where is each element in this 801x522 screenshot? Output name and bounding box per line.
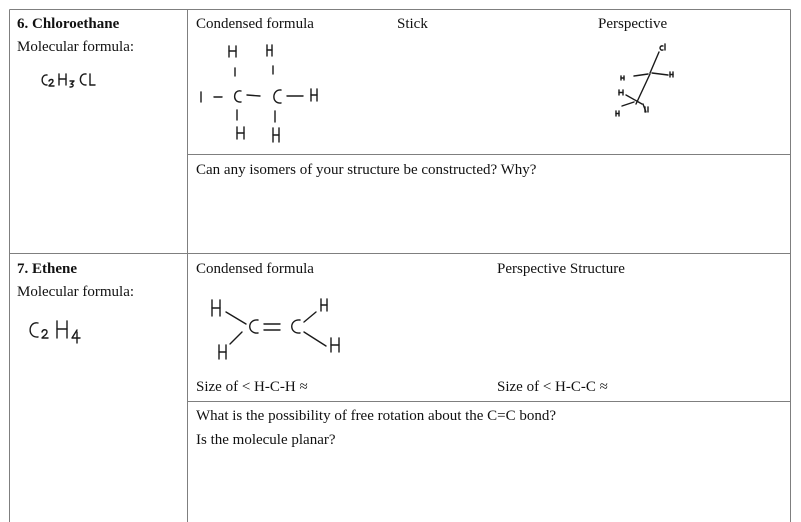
problem7-handwritten-formula [24, 318, 94, 348]
problem6-header-stick: Stick [397, 16, 428, 32]
problem6-handwritten-formula [38, 70, 108, 94]
chloroethane-condensed-sketch [195, 40, 330, 148]
problem7-size-hcc: Size of < H-C-C ≈ [497, 379, 608, 395]
problem7-header-condensed: Condensed formula [196, 261, 314, 277]
problem7-question-rotation: What is the possibility of free rotation about the C=C bond? [196, 408, 557, 424]
problem6-molecular-formula-label: Molecular formula: [17, 39, 135, 55]
problem7-molecular-formula-label: Molecular formula: [17, 284, 135, 300]
problem7-question-planar: Is the molecule planar? [196, 432, 336, 448]
ethene-condensed-sketch [200, 292, 350, 364]
problem6-question: Can any isomers of your structure be constructed? Why? [196, 162, 537, 178]
problem6-header-perspective: Perspective [598, 16, 668, 32]
problem6-header-condensed: Condensed formula [196, 16, 314, 32]
problem7-header-perspective: Perspective Structure [497, 261, 625, 277]
problem7-size-hch: Size of < H-C-H ≈ [196, 379, 308, 395]
chloroethane-perspective-sketch [610, 38, 690, 120]
problem6-title: 6. Chloroethane [17, 16, 120, 32]
problem7-title: 7. Ethene [17, 261, 77, 277]
